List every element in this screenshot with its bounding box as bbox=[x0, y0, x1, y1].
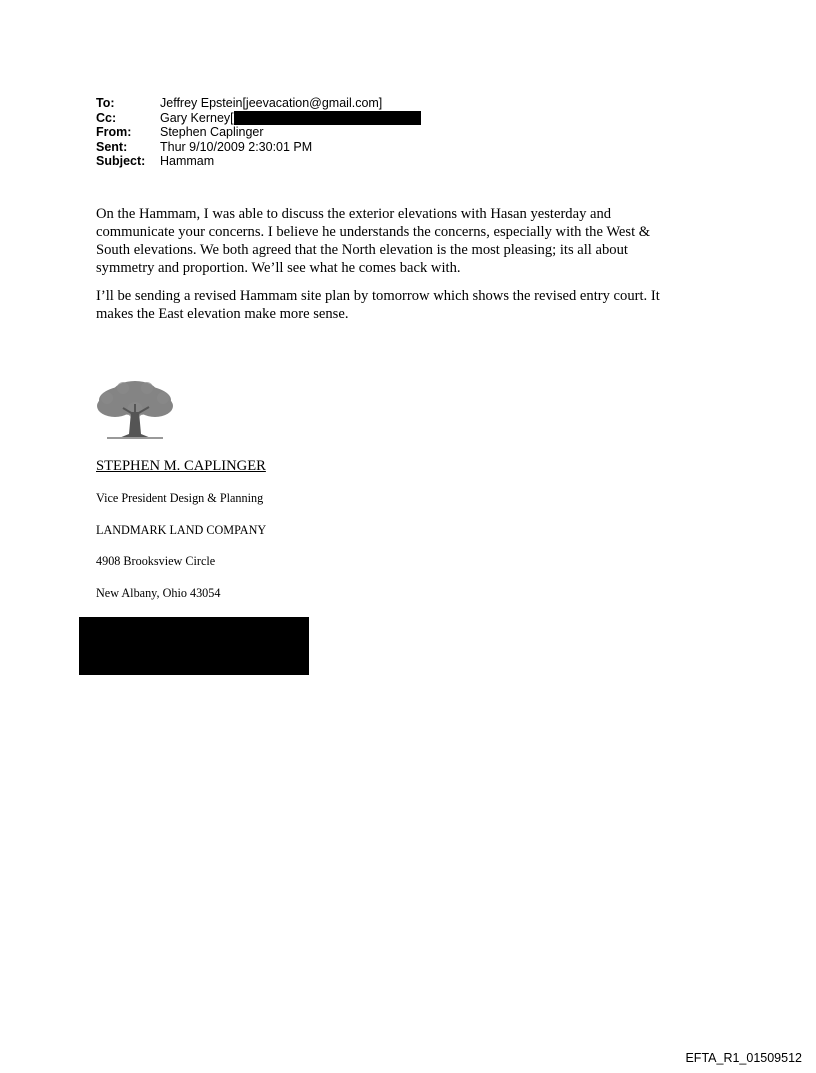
signature-title: Vice President Design & Planning bbox=[96, 491, 264, 505]
signature-address-line-1: 4908 Brooksview Circle bbox=[96, 554, 216, 568]
to-row bbox=[96, 96, 421, 111]
signature-redaction-block bbox=[79, 617, 309, 675]
cc-row bbox=[96, 111, 421, 126]
cc-redaction bbox=[234, 111, 421, 125]
sent-value: Thur 9/10/2009 2:30:01 PM bbox=[160, 139, 313, 154]
sent-row bbox=[96, 140, 421, 155]
subject-row bbox=[96, 154, 421, 169]
cc-label: Cc: bbox=[96, 110, 117, 125]
to-label: To: bbox=[96, 96, 115, 110]
signature-name: STEPHEN M. CAPLINGER bbox=[96, 458, 266, 474]
tree-logo-icon bbox=[93, 380, 177, 442]
subject-value: Hammam bbox=[160, 154, 215, 168]
from-label: From: bbox=[96, 125, 132, 139]
document-id: EFTA_R1_01509512 bbox=[685, 1051, 802, 1065]
signature-company: LANDMARK LAND COMPANY bbox=[96, 523, 267, 537]
sent-label: Sent: bbox=[96, 139, 128, 154]
cc-value: Gary Kerney[ bbox=[160, 110, 234, 125]
signature-address-line-2: New Albany, Ohio 43054 bbox=[96, 586, 221, 600]
body-paragraph-2: I’ll be sending a revised Hammam site plan by tomorrow which shows the revised entry court. It makes the East elevation make more sense. bbox=[96, 288, 660, 322]
email-header bbox=[96, 96, 421, 169]
from-value: Stephen Caplinger bbox=[160, 125, 264, 139]
body-paragraph-1: On the Hammam, I was able to discuss the exterior elevations with Hasan yesterday and communicate your concerns. I believe he understands the concerns, especially with the West & South elevations. We both agreed that the North elevation is the most pleasing; its all about symmetry and proportion. We’ll see what he comes back with. bbox=[96, 206, 651, 276]
to-value: Jeffrey Epstein[jeevacation@gmail.com] bbox=[160, 96, 383, 110]
email-body bbox=[96, 205, 736, 333]
subject-label: Subject: bbox=[96, 154, 146, 168]
from-row bbox=[96, 125, 421, 140]
